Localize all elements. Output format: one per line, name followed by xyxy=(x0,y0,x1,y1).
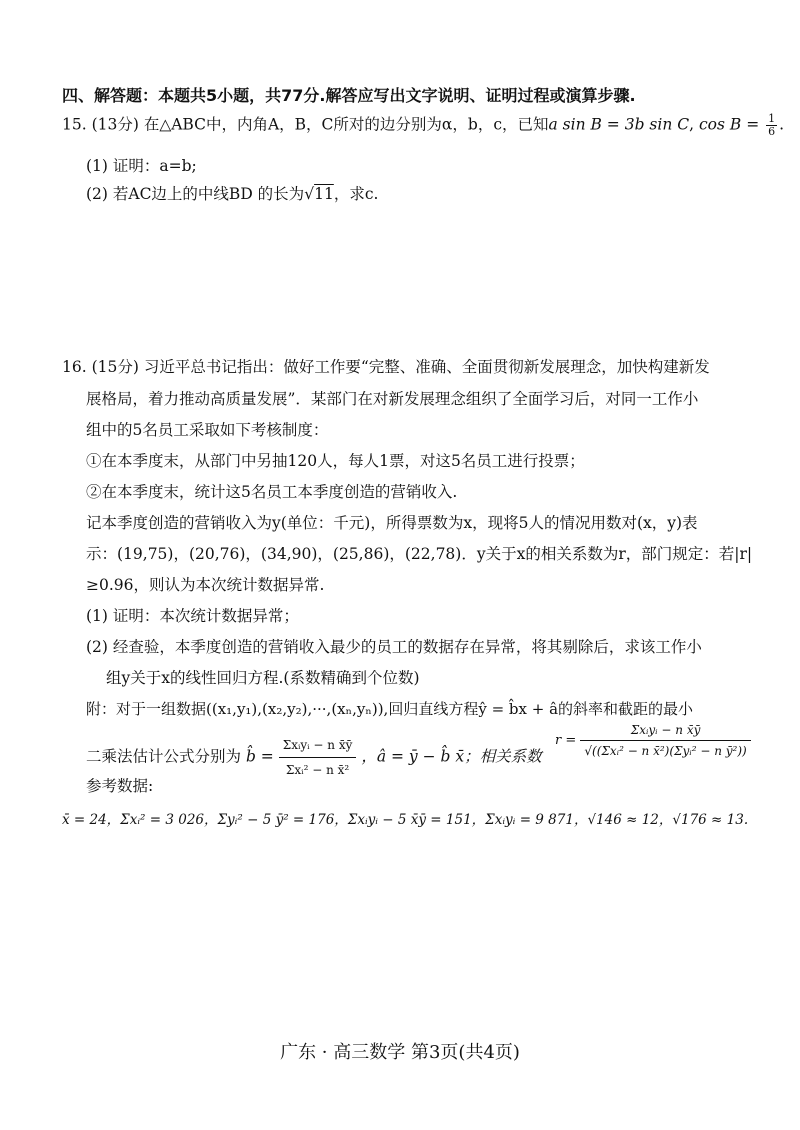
q16-part1: (1) 证明：本次统计数据异常； xyxy=(86,607,299,625)
q15-frac-den: 6 xyxy=(768,125,776,138)
q15-fraction xyxy=(766,113,777,138)
q16-line5: ②在本季度末，统计这5名员工本季度创造的营销收入. xyxy=(86,483,458,501)
q15-stem: 15. (13分) 在△ABC中，内角A，B，C所对的边分别为α，b，c，已知a sin B = 3b sin C, cos B = $\frac{1}{6}$ . xyxy=(62,112,785,138)
q15-stem-mid: ，b，c，已知 xyxy=(452,115,549,134)
q15-stem-prefix: 15. (13分) 在△ABC中，内角A，B，C所对的边分别为 xyxy=(62,115,442,134)
q16-line4: ①在本季度末，从部门中另抽120人，每人1票，对这5名员工进行投票； xyxy=(86,452,585,470)
q16-part2b: 组y关于x的线性回归方程.(系数精确到个位数) xyxy=(106,669,420,687)
q16-line7: 示：(19,75)，(20,76)，(34,90)，(25,86)，(22,78)．y关于x的相关系数为r，部门规定：若|r| xyxy=(86,545,753,563)
r-label: r = xyxy=(555,733,577,748)
q15-part2-b: ，求c. xyxy=(333,185,379,203)
b-hat-num: Σxᵢyᵢ − n x̄ȳ xyxy=(279,735,357,758)
q16-part2a: (2) 经查验，本季度创造的营销收入最少的员工的数据存在异常，将其剔除后，求该工作小 xyxy=(86,638,702,656)
q15-stem-alpha: α xyxy=(441,115,453,134)
q16-line6: 记本季度创造的营销收入为y(单位：千元)，所得票数为x，现将5人的情况用数对(x，y)表 xyxy=(86,514,698,532)
q16-appendix-b-text: 二乘法估计公式分别为 xyxy=(86,747,242,766)
q16-appendix-a: 附：对于一组数据((x₁,y₁),(x₂,y₂),···,(xₙ,yₙ)),回归直线方程ŷ = b̂x + â的斜率和截距的最小 xyxy=(86,700,694,718)
reference-data: x̄ = 24，Σxᵢ² = 3 026，Σyᵢ² − 5 ȳ² = 176，Σxᵢyᵢ − 5 x̄ȳ = 151，Σxᵢyᵢ = 9 871，√146 ≈ 12，√176 ≈ 13. xyxy=(62,812,749,828)
q16-line3: 组中的5名员工采取如下考核制度： xyxy=(86,421,329,439)
r-den: √((Σxᵢ² − n x̄²)(Σyᵢ² − n ȳ²)) xyxy=(584,744,747,758)
q15-frac-num: 1 xyxy=(768,112,776,125)
reference-title: 参考数据: xyxy=(86,777,154,795)
q16-appendix-b xyxy=(86,735,542,780)
r-formula xyxy=(555,722,751,759)
b-hat-den: Σxᵢ² − n x̄² xyxy=(285,763,350,777)
q15-part2-a: (2) 若AC边上的中线BD 的长为 xyxy=(86,185,305,203)
q16-line1: 16. (15分) 习近平总书记指出：做好工作要“完整、准确、全面贯彻新发展理念，加快构建新发 xyxy=(62,358,710,376)
q15-part1: (1) 证明：a=b; xyxy=(86,157,197,175)
q16-line2: 展格局，着力推动高质量发展”．某部门在对新发展理念组织了全面学习后，对同一工作小 xyxy=(86,390,699,408)
r-fraction xyxy=(580,722,750,759)
q15-part2-sqrt: 11 xyxy=(314,185,334,203)
a-hat-formula: ，â = ȳ − b̂ x̄；相关系数 xyxy=(361,747,542,766)
q15-part2: (2) 若AC边上的中线BD 的长为√11，求c. xyxy=(86,185,379,203)
b-hat-label: b̂ = xyxy=(245,747,274,766)
q15-eq1: a sin B = 3b sin C xyxy=(548,115,690,134)
b-hat-fraction xyxy=(279,735,357,780)
r-num: Σxᵢyᵢ − n x̄ȳ xyxy=(580,722,750,741)
section-heading: 四、解答题：本题共5小题，共77分.解答应写出文字说明、证明过程或演算步骤. xyxy=(62,86,636,105)
q15-eq2: cos B = xyxy=(698,115,760,134)
page-footer: 广东 · 高三数学 第3页(共4页) xyxy=(280,1042,520,1063)
q16-line8: ≥0.96，则认为本次统计数据异常. xyxy=(86,576,325,594)
